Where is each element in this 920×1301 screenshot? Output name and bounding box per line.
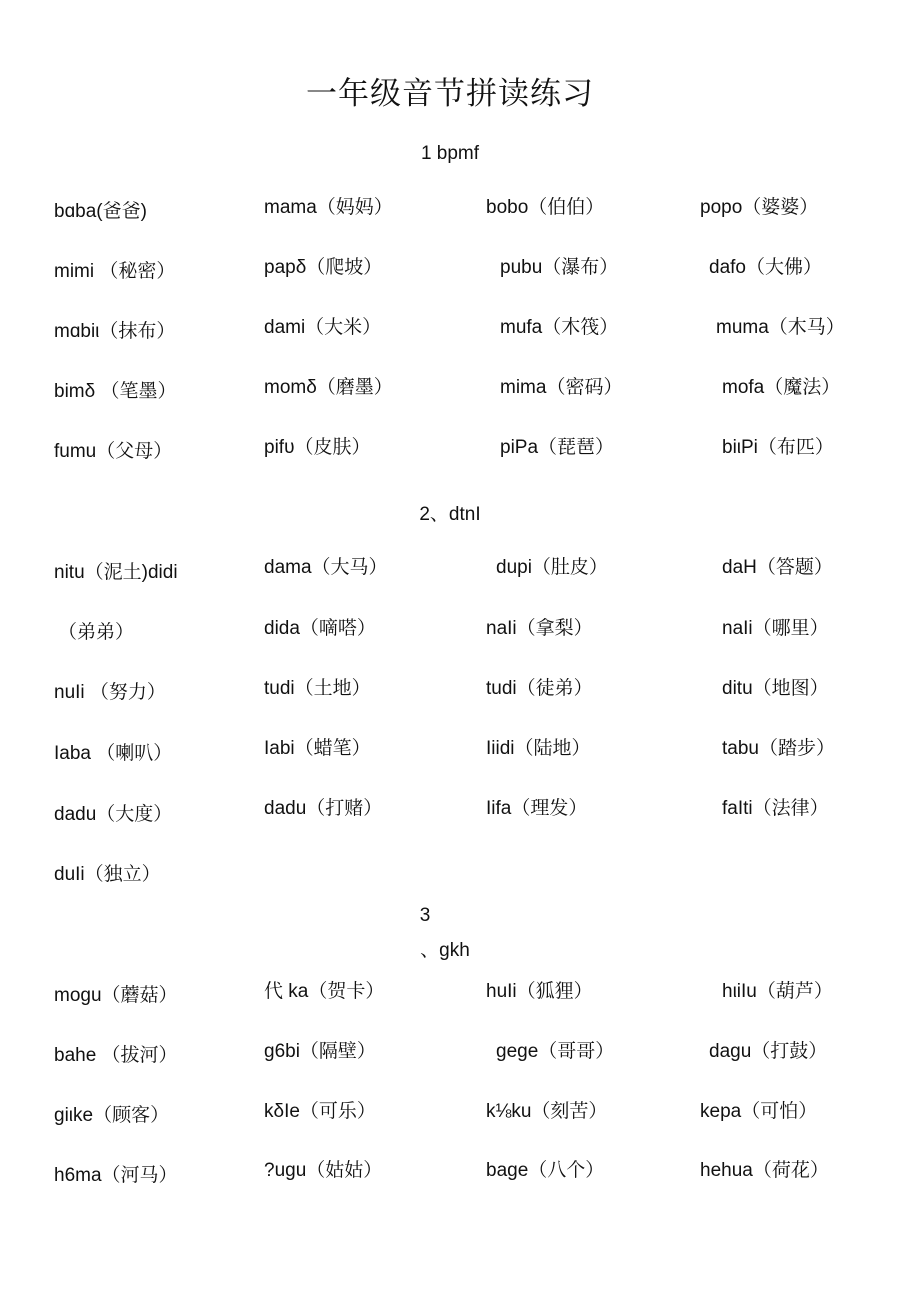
syllable-item: tabu（踏步） bbox=[722, 738, 835, 759]
syllable-item: dupi（肚皮） bbox=[496, 557, 608, 578]
syllable-item: bobo（伯伯） bbox=[486, 197, 605, 218]
section-2-heading: 2、dtnI bbox=[419, 504, 481, 525]
syllable-item: dafo（大佛） bbox=[709, 257, 822, 278]
syllable-item: kepa（可怕） bbox=[700, 1101, 818, 1122]
syllable-item: biιPi（布匹） bbox=[722, 437, 834, 458]
syllable-item: mogu（蘑菇） bbox=[54, 985, 178, 1006]
syllable-item: Iiidi（陆地） bbox=[486, 738, 591, 759]
syllable-item: papδ（爬坡） bbox=[264, 257, 383, 278]
syllable-item: nuIi （努力） bbox=[54, 682, 166, 703]
syllable-item: bimδ （笔墨） bbox=[54, 381, 177, 402]
syllable-item: daH（答题） bbox=[722, 557, 833, 578]
syllable-item: fumu（父母） bbox=[54, 441, 173, 462]
syllable-item: hιiIu（葫芦） bbox=[722, 981, 833, 1002]
page-title: 一年级音节拼读练习 bbox=[306, 76, 594, 112]
syllable-item: bɑba(爸爸) bbox=[54, 201, 147, 222]
syllable-item: nitu（泥土)didi bbox=[54, 562, 178, 583]
syllable-item: dagu（打鼓） bbox=[709, 1041, 828, 1062]
syllable-item: duIi（独立） bbox=[54, 864, 161, 885]
syllable-item: piPa（琵琶） bbox=[500, 437, 615, 458]
syllable-item: bahe （拔河） bbox=[54, 1045, 178, 1066]
syllable-item: ditu（地图） bbox=[722, 678, 829, 699]
syllable-item: naIi（拿梨） bbox=[486, 618, 593, 639]
syllable-item: dami（大米） bbox=[264, 317, 382, 338]
syllable-item: mama（妈妈） bbox=[264, 197, 393, 218]
syllable-item: dadu（大度） bbox=[54, 804, 173, 825]
syllable-item: pifυ（皮肤） bbox=[264, 437, 371, 458]
section-3-heading-number: 3 bbox=[419, 905, 431, 926]
syllable-item: g6bi（隔壁） bbox=[264, 1041, 376, 1062]
syllable-item: k⅛ku（刻苦） bbox=[486, 1101, 608, 1122]
syllable-item: tudi（土地） bbox=[264, 678, 371, 699]
syllable-item: ?ugu（姑姑） bbox=[264, 1160, 383, 1181]
syllable-item: bage（八个） bbox=[486, 1160, 605, 1181]
syllable-item: 代 ka（贺卡） bbox=[264, 981, 385, 1002]
syllable-item: pubu（瀑布） bbox=[500, 257, 619, 278]
syllable-item: mofa（魔法） bbox=[722, 377, 841, 398]
syllable-item: Iaba （喇叭） bbox=[54, 743, 173, 764]
syllable-item: Iifa（理发） bbox=[486, 798, 588, 819]
syllable-item: momδ（磨墨） bbox=[264, 377, 393, 398]
syllable-item: huIi（狐狸） bbox=[486, 981, 593, 1002]
syllable-item: mufa（木筏） bbox=[500, 317, 619, 338]
syllable-item: Iabi（蜡笔） bbox=[264, 738, 371, 759]
syllable-item: muma（木马） bbox=[716, 317, 845, 338]
syllable-item: gege（哥哥） bbox=[496, 1041, 615, 1062]
syllable-item: faIti（法律） bbox=[722, 798, 829, 819]
syllable-item: mima（密码） bbox=[500, 377, 623, 398]
syllable-item: hehua（荷花） bbox=[700, 1160, 829, 1181]
syllable-item: tudi（徒弟） bbox=[486, 678, 593, 699]
syllable-item: （弟弟） bbox=[58, 622, 135, 643]
syllable-item: mɑbiι（抹布） bbox=[54, 321, 176, 342]
syllable-item: dadu（打赌） bbox=[264, 798, 383, 819]
section-3-heading: 、gkh bbox=[420, 940, 470, 961]
syllable-item: h6ma（河马） bbox=[54, 1165, 178, 1186]
section-1-heading: 1 bpmf bbox=[420, 143, 480, 164]
syllable-item: naIi（哪里） bbox=[722, 618, 829, 639]
syllable-item: dama（大马） bbox=[264, 557, 388, 578]
syllable-item: mimi （秘密） bbox=[54, 261, 176, 282]
syllable-item: popo（婆婆） bbox=[700, 197, 819, 218]
syllable-item: dida（嘀嗒） bbox=[264, 618, 376, 639]
syllable-item: kδIe（可乐） bbox=[264, 1101, 376, 1122]
syllable-item: giιke（顾客） bbox=[54, 1105, 170, 1126]
